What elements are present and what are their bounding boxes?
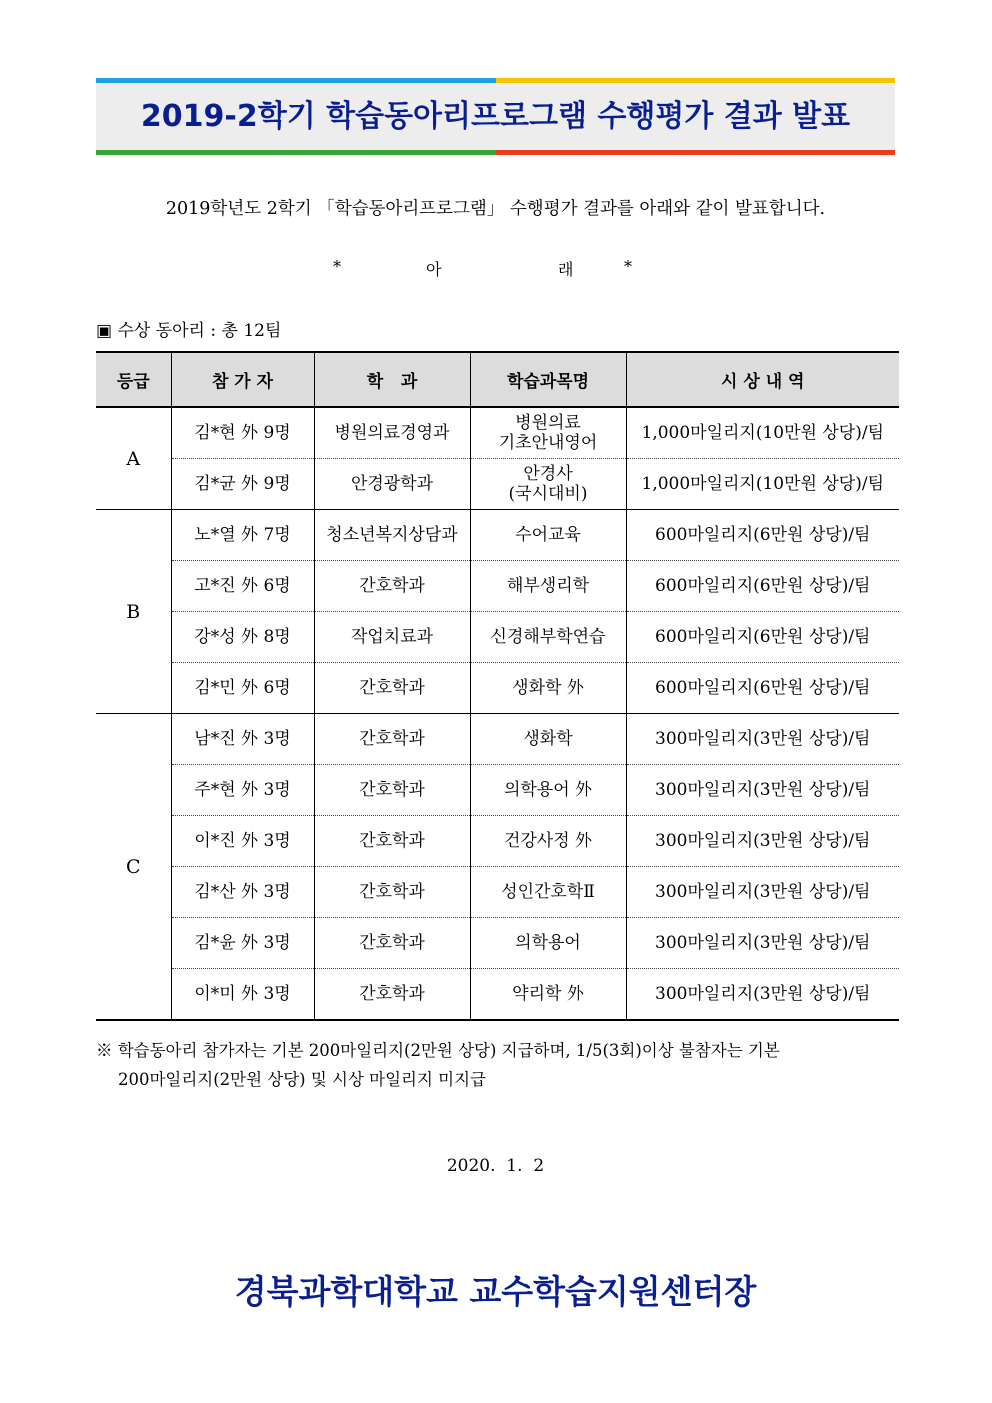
department-cell: 간호학과 (314, 969, 470, 1021)
table-row (96, 612, 899, 663)
accent-bar-green (96, 150, 496, 155)
participant-cell: 강*성 外 8명 (171, 612, 314, 663)
grade-cell: B (96, 510, 171, 714)
department-cell: 병원의료경영과 (314, 407, 470, 459)
participant-cell: 김*민 外 6명 (171, 663, 314, 714)
table-row (96, 459, 899, 510)
award-cell: 600마일리지(6만원 상당)/팀 (626, 663, 899, 714)
participant-cell: 이*진 外 3명 (171, 816, 314, 867)
department-cell: 안경광학과 (314, 459, 470, 510)
subject-cell: 생화학 外 (470, 663, 626, 714)
department-cell: 간호학과 (314, 816, 470, 867)
participant-cell: 남*진 外 3명 (171, 714, 314, 765)
table-row (96, 663, 899, 714)
award-heading: ▣ 수상 동아리 : 총 12팀 (96, 321, 282, 341)
table-row (96, 714, 899, 765)
subject-cell: 신경해부학연습 (470, 612, 626, 663)
subject-cell: 안경사 (국시대비) (470, 459, 626, 510)
department-cell: 간호학과 (314, 663, 470, 714)
department-cell: 간호학과 (314, 765, 470, 816)
award-cell: 600마일리지(6만원 상당)/팀 (626, 561, 899, 612)
title-banner (96, 78, 895, 155)
subject-cell: 성인간호학Ⅱ (470, 867, 626, 918)
table-row (96, 969, 899, 1021)
subject-cell: 의학용어 外 (470, 765, 626, 816)
issue-date: 2020. 1. 2 (446, 1156, 545, 1176)
header-award: 시 상 내 역 (626, 352, 899, 407)
accent-bar-red (496, 150, 895, 155)
award-cell: 600마일리지(6만원 상당)/팀 (626, 510, 899, 561)
award-cell: 300마일리지(3만원 상당)/팀 (626, 714, 899, 765)
table-row (96, 918, 899, 969)
department-cell: 간호학과 (314, 918, 470, 969)
award-cell: 1,000마일리지(10만원 상당)/팀 (626, 459, 899, 510)
header-department: 학 과 (314, 352, 470, 407)
footnote-line-1: ※ 학습동아리 참가자는 기본 200마일리지(2만원 상당) 지급하며, 1/5(3회)이상 불참자는 기본 (96, 1041, 780, 1060)
footnote (96, 1036, 899, 1094)
department-cell: 청소년복지상담과 (314, 510, 470, 561)
department-cell: 간호학과 (314, 714, 470, 765)
notice-star-left: * (333, 257, 341, 276)
table-row (96, 561, 899, 612)
subject-cell: 약리학 外 (470, 969, 626, 1021)
table-row (96, 510, 899, 561)
notice-star-right: * (624, 257, 632, 276)
table-row (96, 765, 899, 816)
award-cell: 300마일리지(3만원 상당)/팀 (626, 816, 899, 867)
notice-char-a: 아 (426, 260, 442, 279)
notice-char-rae: 래 (558, 260, 574, 279)
participant-cell: 고*진 外 6명 (171, 561, 314, 612)
department-cell: 간호학과 (314, 867, 470, 918)
table-row (96, 407, 899, 459)
subject-cell: 수어교육 (470, 510, 626, 561)
participant-cell: 노*열 外 7명 (171, 510, 314, 561)
table-row (96, 816, 899, 867)
award-cell: 300마일리지(3만원 상당)/팀 (626, 867, 899, 918)
results-table (96, 351, 899, 1021)
subject-cell: 건강사정 外 (470, 816, 626, 867)
participant-cell: 주*현 外 3명 (171, 765, 314, 816)
participant-cell: 김*균 外 9명 (171, 459, 314, 510)
award-cell: 1,000마일리지(10만원 상당)/팀 (626, 407, 899, 459)
header-grade: 등급 (96, 352, 171, 407)
signature: 경북과학대학교 교수학습지원센터장 (234, 1272, 757, 1311)
award-cell: 300마일리지(3만원 상당)/팀 (626, 918, 899, 969)
department-cell: 작업치료과 (314, 612, 470, 663)
subject-cell: 병원의료 기초안내영어 (470, 407, 626, 459)
notice-heading (96, 257, 895, 281)
table-header-row (96, 352, 899, 407)
subject-cell: 의학용어 (470, 918, 626, 969)
subject-cell: 생화학 (470, 714, 626, 765)
header-participant: 참 가 자 (171, 352, 314, 407)
header-subject: 학습과목명 (470, 352, 626, 407)
table-row (96, 867, 899, 918)
award-cell: 300마일리지(3만원 상당)/팀 (626, 765, 899, 816)
grade-cell: A (96, 407, 171, 510)
award-cell: 300마일리지(3만원 상당)/팀 (626, 969, 899, 1021)
intro-text: 2019학년도 2학기 「학습동아리프로그램」 수행평가 결과를 아래와 같이 발표합니다. (165, 199, 826, 219)
award-cell: 600마일리지(6만원 상당)/팀 (626, 612, 899, 663)
participant-cell: 김*윤 外 3명 (171, 918, 314, 969)
participant-cell: 김*산 外 3명 (171, 867, 314, 918)
page-title: 2019-2학기 학습동아리프로그램 수행평가 결과 발표 (140, 99, 851, 134)
footnote-line-2: 200마일리지(2만원 상당) 및 시상 마일리지 미지급 (118, 1070, 486, 1089)
subject-cell: 해부생리학 (470, 561, 626, 612)
department-cell: 간호학과 (314, 561, 470, 612)
grade-cell: C (96, 714, 171, 1021)
participant-cell: 이*미 外 3명 (171, 969, 314, 1021)
participant-cell: 김*현 外 9명 (171, 407, 314, 459)
